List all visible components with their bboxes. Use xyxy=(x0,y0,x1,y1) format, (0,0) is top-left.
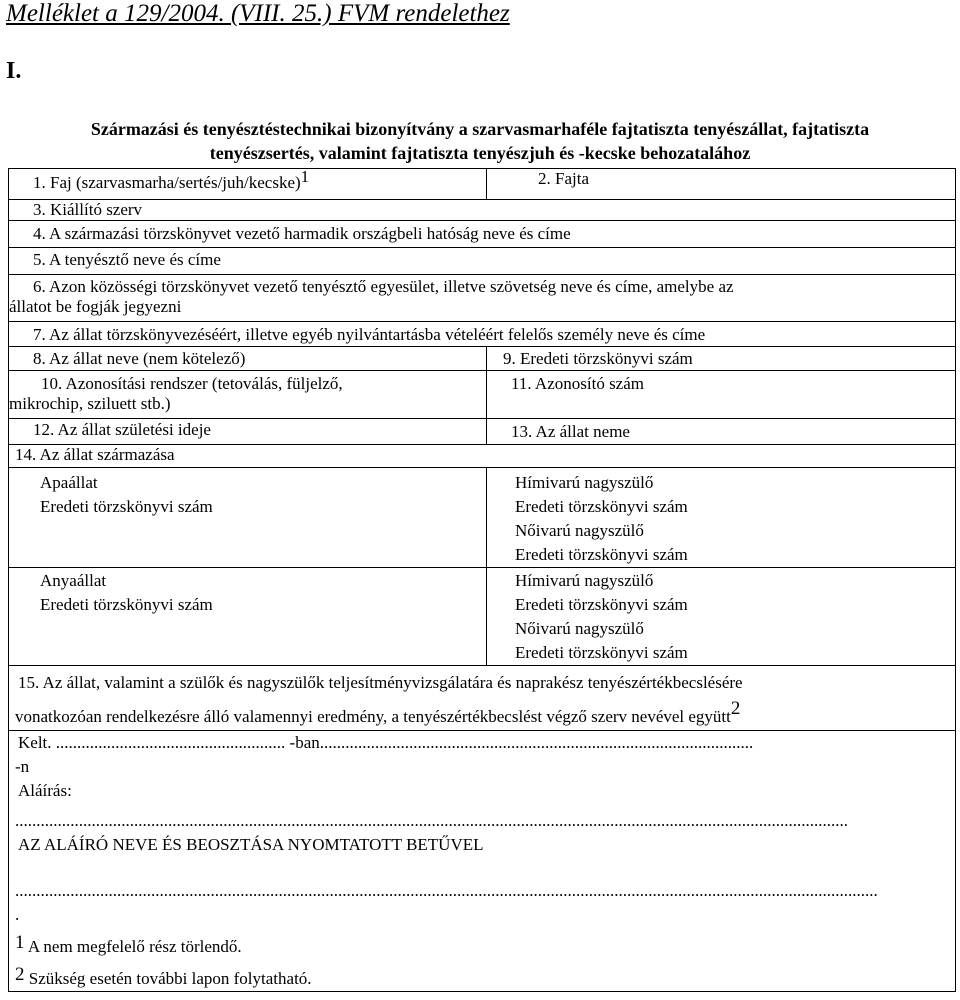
maternal-female-gp-herdbook: Eredeti törzskönyvi szám xyxy=(515,643,688,662)
footnote-2 xyxy=(15,963,955,991)
field-breeding-society-line-2: állatot be fogják jegyezni xyxy=(9,297,182,316)
certificate-title xyxy=(10,117,950,165)
paternal-female-gp-herdbook: Eredeti törzskönyvi szám xyxy=(515,545,688,564)
dam-grandparents-cell[interactable] xyxy=(487,568,956,666)
sire-herdbook-label: Eredeti törzskönyvi szám xyxy=(40,497,213,516)
printed-name-label: AZ ALÁÍRÓ NEVE ÉS BEOSZTÁSA NYOMTATOTT BETŰVEL xyxy=(18,835,484,854)
field-issuer[interactable] xyxy=(9,200,956,221)
footnote-1-number: 1 xyxy=(15,932,25,953)
field-sex[interactable] xyxy=(487,419,956,445)
field-registrar[interactable] xyxy=(9,322,956,347)
field-pedigree xyxy=(9,445,956,468)
title-line-2: tenyészsertés, valamint fajtatiszta tenyészjuh és -kecske behozatalához xyxy=(209,143,751,163)
paternal-female-gp-label: Nőivarú nagyszülő xyxy=(515,521,644,540)
field-id-system-line-1: 10. Azonosítási rendszer (tetoválás, füljelző, xyxy=(41,374,343,393)
trailing-dot: . xyxy=(15,905,20,924)
field-issuer-label: 3. Kiállító szerv xyxy=(33,200,143,219)
field-registrar-label: 7. Az állat törzskönyvezéséért, illetve egyéb nyilvántartásba vételéért felelős személy neve és címe xyxy=(33,325,706,344)
field-species[interactable] xyxy=(9,169,487,200)
field-performance-line-1: 15. Az állat, valamint a szülők és nagyszülők teljesítményvizsgálatára és naprakész tenyészértékbecslésére xyxy=(18,673,743,692)
field-performance-line-2: vonatkozóan rendelkezésre álló valamennyi eredmény, a tenyészértékbecslést végző szerv nevével együtt$^2$ xyxy=(15,698,741,726)
sire-grandparents-cell[interactable] xyxy=(487,468,956,568)
field-breeder-label: 5. A tenyésztő neve és címe xyxy=(33,250,221,269)
field-id-number[interactable] xyxy=(487,371,956,419)
field-authority-label: 4. A származási törzskönyvet vezető harmadik országbeli hatóság neve és címe xyxy=(33,224,571,243)
paternal-male-gp-label: Hímivarú nagyszülő xyxy=(515,473,654,492)
signature-label: Aláírás: xyxy=(18,781,72,800)
field-herdbook-number[interactable] xyxy=(487,347,956,371)
signature-dots[interactable]: .................................................................................................................................................................................................... xyxy=(15,811,848,830)
maternal-male-gp-herdbook: Eredeti törzskönyvi szám xyxy=(515,595,688,614)
title-line-1: Származási és tenyésztéstechnikai bizonyítvány a szarvasmarhaféle fajtatiszta tenyészállat, fajtatiszta xyxy=(90,119,870,139)
field-sex-label: 13. Az állat neme xyxy=(511,422,630,441)
field-pedigree-label: 14. Az állat származása xyxy=(15,445,175,464)
field-id-number-label: 11. Azonosító szám xyxy=(511,374,644,393)
document-header: Melléklet a 129/2004. (VIII. 25.) FVM rendelethez xyxy=(6,0,510,27)
ban-label: -ban xyxy=(289,733,320,752)
footnote-2-text: Szükség esetén további lapon folytatható. xyxy=(28,969,312,988)
kelt-label: Kelt. ...................................................... xyxy=(18,733,286,752)
field-breeding-society-line-1: 6. Azon közösségi törzskönyvet vezető tenyésztő egyesület, illetve szövetség neve és címe, amelybe az xyxy=(33,277,734,296)
field-herdbook-number-label: 9. Eredeti törzskönyvi szám xyxy=(503,349,693,368)
field-authority[interactable] xyxy=(9,221,956,248)
field-birth-date[interactable] xyxy=(9,419,487,445)
paternal-male-gp-herdbook: Eredeti törzskönyvi szám xyxy=(515,497,688,516)
field-breeder[interactable] xyxy=(9,248,956,275)
dam-cell[interactable] xyxy=(9,568,487,666)
field-birth-date-label: 12. Az állat születési ideje xyxy=(33,420,211,439)
dam-herdbook-label: Eredeti törzskönyvi szám xyxy=(40,595,213,614)
field-animal-name[interactable] xyxy=(9,347,487,371)
kelt-dots: ...................................................................................................... xyxy=(319,733,754,752)
form-table xyxy=(8,168,956,992)
footnote-ref-1: 1 xyxy=(300,167,310,186)
sire-label: Apaállat xyxy=(40,473,98,492)
field-breed-label: 2. Fajta xyxy=(538,169,589,188)
field-id-system-line-2: mikrochip, sziluett stb.) xyxy=(9,394,171,413)
field-id-system[interactable] xyxy=(9,371,487,419)
field-animal-name-label: 8. Az állat neve (nem kötelező) xyxy=(33,349,246,368)
place-date-line[interactable] xyxy=(15,731,955,755)
n-suffix: -n xyxy=(15,757,30,776)
sire-cell[interactable] xyxy=(9,468,487,568)
certificate-form xyxy=(8,168,956,992)
footnote-ref-2: 2 xyxy=(730,698,741,719)
printed-name-dots[interactable]: ........................................................................................................................................................................................................... xyxy=(15,881,878,900)
footnote-1-text: A nem megfelelő rész törlendő. xyxy=(27,937,242,956)
signature-block xyxy=(9,731,956,992)
footnote-1 xyxy=(15,931,955,959)
field-performance[interactable] xyxy=(9,666,956,731)
dam-label: Anyaállat xyxy=(40,571,107,590)
field-breed[interactable] xyxy=(487,169,956,200)
field-species-label: 1. Faj (szarvasmarha/sertés/juh/kecske) xyxy=(33,173,301,192)
footnote-2-number: 2 xyxy=(15,964,25,985)
maternal-female-gp-label: Nőivarú nagyszülő xyxy=(515,619,644,638)
section-number: I. xyxy=(6,58,22,84)
field-breeding-society[interactable] xyxy=(9,275,956,322)
maternal-male-gp-label: Hímivarú nagyszülő xyxy=(515,571,654,590)
